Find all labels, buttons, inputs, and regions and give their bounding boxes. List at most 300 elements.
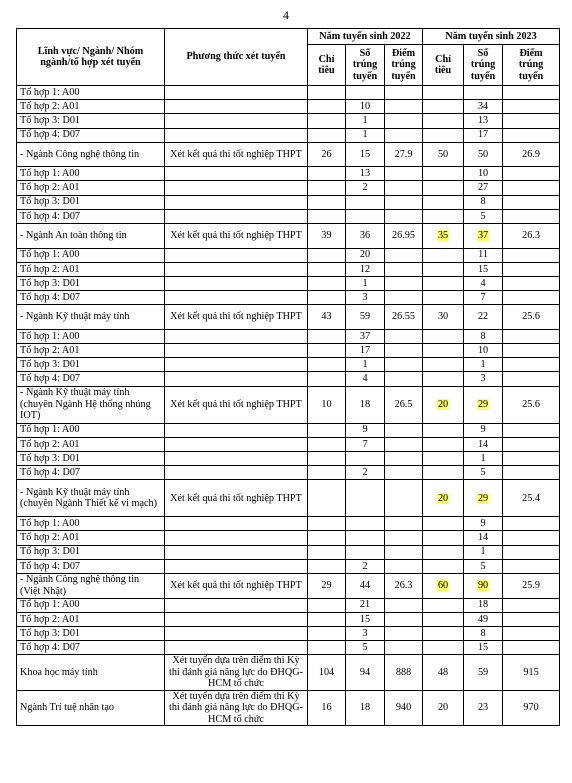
combination-row — [17, 167, 560, 181]
quota-2023: 48 — [437, 666, 449, 678]
major-row — [17, 655, 560, 691]
header-field: Lĩnh vực/ Ngành/ Nhóm ngành/tổ hợp xét tuyển — [17, 29, 165, 86]
admitted-2023: 1 — [480, 358, 486, 370]
admitted-2022-cell — [346, 343, 385, 357]
score-2023-cell — [503, 209, 560, 223]
table-body — [17, 86, 560, 726]
score-2022-cell — [385, 480, 423, 517]
row-method-cell — [165, 423, 308, 437]
major-row — [17, 690, 560, 726]
row-name-cell — [17, 276, 165, 290]
major-row — [17, 386, 560, 423]
quota-2023-cell — [423, 167, 464, 181]
row-name: Tổ hợp 1: A00 — [20, 249, 80, 261]
header-score-2023: Điểm trúng tuyển — [503, 45, 560, 86]
score-2023-cell — [503, 181, 560, 195]
score-2022-cell — [385, 559, 423, 573]
admitted-2023: 8 — [480, 627, 486, 639]
quota-2022: 16 — [321, 702, 332, 714]
row-name: Tổ hợp 2: A01 — [20, 344, 80, 356]
score-2022-cell — [385, 437, 423, 451]
admitted-2023-cell — [464, 626, 503, 640]
admitted-2023-cell — [464, 262, 503, 276]
quota-2023-cell — [423, 386, 464, 423]
quota-2022: 10 — [321, 398, 332, 410]
score-2023: 26.3 — [522, 230, 540, 241]
score-2023-cell — [503, 86, 560, 100]
score-2023-cell — [503, 655, 560, 691]
row-method-cell — [165, 641, 308, 655]
quota-2022-cell — [308, 262, 346, 276]
quota-2023-cell — [423, 329, 464, 343]
quota-2023: 20 — [437, 398, 449, 410]
row-name-cell — [17, 466, 165, 480]
admitted-2022-cell — [346, 598, 385, 612]
admitted-2023-cell — [464, 181, 503, 195]
row-method-cell — [165, 598, 308, 612]
score-2023-cell — [503, 690, 560, 726]
admitted-2022-cell — [346, 167, 385, 181]
row-method-cell — [165, 386, 308, 423]
score-2022-cell — [385, 224, 423, 249]
admitted-2022: 20 — [359, 249, 371, 261]
score-2022-cell — [385, 386, 423, 423]
admitted-2023-cell — [464, 372, 503, 386]
admitted-2022-cell — [346, 451, 385, 465]
score-2022-cell — [385, 545, 423, 559]
row-name: Ngành Trí tuệ nhân tạo — [20, 702, 114, 714]
score-2022-cell — [385, 86, 423, 100]
combination-row — [17, 262, 560, 276]
score-2022-cell — [385, 343, 423, 357]
score-2023: 26.9 — [522, 148, 540, 160]
row-name: Tổ hợp 1: A00 — [20, 599, 80, 611]
score-2023-cell — [503, 641, 560, 655]
admitted-2022: 59 — [359, 311, 371, 323]
header-method: Phương thức xét tuyển — [165, 29, 308, 86]
row-method: Xét kết quả thi tốt nghiệp THPT — [170, 230, 302, 241]
row-method-cell — [165, 262, 308, 276]
score-2022-cell — [385, 291, 423, 305]
admitted-2022-cell — [346, 559, 385, 573]
admitted-2022-cell — [346, 655, 385, 691]
admitted-2022: 3 — [362, 627, 368, 639]
score-2022-cell — [385, 128, 423, 142]
row-method-cell — [165, 142, 308, 167]
score-2023-cell — [503, 343, 560, 357]
score-2023-cell — [503, 598, 560, 612]
admitted-2023: 10 — [477, 168, 489, 180]
admitted-2022-cell — [346, 545, 385, 559]
admitted-2022-cell — [346, 291, 385, 305]
row-name: - Ngành Công nghệ thông tin (Việt Nhật) — [20, 574, 140, 597]
score-2023-cell — [503, 545, 560, 559]
score-2022-cell — [385, 574, 423, 599]
admitted-2023-cell — [464, 423, 503, 437]
row-name-cell — [17, 612, 165, 626]
score-2022-cell — [385, 372, 423, 386]
score-2022-cell — [385, 531, 423, 545]
score-2022: 888 — [395, 666, 412, 678]
admitted-2022: 9 — [362, 424, 368, 436]
score-2023: 25.4 — [522, 492, 540, 504]
row-name-cell — [17, 100, 165, 114]
quota-2023: 35 — [437, 230, 449, 241]
header-admitted-2023: Số trúng tuyển — [464, 45, 503, 86]
quota-2023-cell — [423, 142, 464, 167]
admitted-2022: 2 — [362, 560, 368, 572]
admitted-2022: 5 — [362, 641, 368, 653]
score-2023-cell — [503, 531, 560, 545]
row-name: Tổ hợp 4: D07 — [20, 129, 81, 141]
row-name-cell — [17, 598, 165, 612]
row-method-cell — [165, 574, 308, 599]
score-2023-cell — [503, 466, 560, 480]
combination-row — [17, 423, 560, 437]
row-method-cell — [165, 181, 308, 195]
score-2022-cell — [385, 690, 423, 726]
admitted-2023: 23 — [477, 702, 489, 714]
row-name-cell — [17, 142, 165, 167]
row-name-cell — [17, 248, 165, 262]
row-name: Tổ hợp 1: A00 — [20, 86, 80, 98]
row-name-cell — [17, 167, 165, 181]
score-2022-cell — [385, 114, 423, 128]
admitted-2023-cell — [464, 517, 503, 531]
quota-2023-cell — [423, 248, 464, 262]
admitted-2022-cell — [346, 423, 385, 437]
major-row — [17, 480, 560, 517]
admitted-2022: 4 — [362, 373, 368, 385]
score-2022: 27.9 — [394, 148, 413, 160]
score-2022-cell — [385, 100, 423, 114]
admitted-2022-cell — [346, 100, 385, 114]
score-2023-cell — [503, 626, 560, 640]
admitted-2023-cell — [464, 437, 503, 451]
admitted-2023: 3 — [480, 373, 486, 385]
row-name: - Ngành Kỹ thuật máy tính (chuyên Ngành Thiết kế vi mạch) — [20, 486, 158, 510]
admitted-2023: 22 — [477, 311, 489, 323]
admitted-2022-cell — [346, 574, 385, 599]
row-name: - Ngành Công nghệ thông tin — [20, 148, 140, 160]
row-name: Tổ hợp 1: A00 — [20, 424, 80, 436]
combination-row — [17, 559, 560, 573]
admitted-2023-cell — [464, 209, 503, 223]
row-name: Tổ hợp 2: A01 — [20, 613, 80, 625]
admitted-2022: 15 — [359, 613, 371, 625]
admitted-2023: 8 — [480, 330, 486, 342]
score-2023-cell — [503, 329, 560, 343]
admitted-2022: 7 — [362, 438, 368, 450]
quota-2023-cell — [423, 291, 464, 305]
combination-row — [17, 531, 560, 545]
score-2022: 26.95 — [392, 230, 415, 241]
row-name: Tổ hợp 1: A00 — [20, 330, 80, 342]
row-name: Khoa học máy tính — [20, 666, 98, 678]
major-row — [17, 574, 560, 599]
row-name: Tổ hợp 4: D07 — [20, 466, 81, 478]
admitted-2022-cell — [346, 114, 385, 128]
quota-2022-cell — [308, 248, 346, 262]
score-2023-cell — [503, 612, 560, 626]
row-name: - Ngành Kỹ thuật máy tính — [20, 311, 130, 323]
row-method-cell — [165, 437, 308, 451]
admitted-2023-cell — [464, 128, 503, 142]
row-name-cell — [17, 358, 165, 372]
admitted-2023-cell — [464, 167, 503, 181]
quota-2022-cell — [308, 224, 346, 249]
admitted-2023: 37 — [477, 230, 489, 241]
quota-2022-cell — [308, 329, 346, 343]
row-name: Tổ hợp 3: D01 — [20, 277, 81, 289]
admitted-2023-cell — [464, 480, 503, 517]
admitted-2022-cell — [346, 386, 385, 423]
score-2022-cell — [385, 451, 423, 465]
admitted-2023: 9 — [480, 518, 486, 530]
row-name: - Ngành Kỹ thuật máy tính (chuyên Ngành Hệ thống nhúng IOT) — [20, 387, 151, 422]
admitted-2022-cell — [346, 626, 385, 640]
header-year-2022: Năm tuyển sinh 2022 — [308, 29, 423, 45]
score-2023-cell — [503, 114, 560, 128]
admitted-2023-cell — [464, 86, 503, 100]
major-row — [17, 305, 560, 330]
admitted-2022-cell — [346, 641, 385, 655]
score-2022-cell — [385, 598, 423, 612]
admitted-2022-cell — [346, 690, 385, 726]
row-name: Tổ hợp 4: D07 — [20, 373, 81, 385]
admitted-2023-cell — [464, 598, 503, 612]
quota-2023-cell — [423, 209, 464, 223]
admitted-2022-cell — [346, 372, 385, 386]
quota-2023-cell — [423, 423, 464, 437]
score-2023: 915 — [523, 666, 539, 678]
score-2023-cell — [503, 437, 560, 451]
score-2022-cell — [385, 167, 423, 181]
score-2023-cell — [503, 358, 560, 372]
admitted-2022: 1 — [362, 358, 368, 370]
admitted-2023: 10 — [477, 344, 489, 356]
quota-2022-cell — [308, 626, 346, 640]
admitted-2022-cell — [346, 305, 385, 330]
row-method: Xét tuyển dựa trên điểm thi Kỳ thi đánh giá năng lực do ĐHQG-HCM tổ chức — [169, 690, 303, 725]
quota-2023: 20 — [437, 702, 449, 714]
quota-2023-cell — [423, 451, 464, 465]
quota-2022-cell — [308, 437, 346, 451]
admitted-2022: 15 — [359, 148, 371, 160]
admitted-2022: 3 — [362, 291, 368, 303]
quota-2022: 29 — [321, 580, 332, 591]
row-name: Tổ hợp 2: A01 — [20, 101, 80, 113]
admitted-2023-cell — [464, 641, 503, 655]
row-method-cell — [165, 167, 308, 181]
quota-2022-cell — [308, 181, 346, 195]
score-2022-cell — [385, 655, 423, 691]
row-method-cell — [165, 612, 308, 626]
admitted-2023-cell — [464, 100, 503, 114]
admitted-2023-cell — [464, 559, 503, 573]
row-method-cell — [165, 451, 308, 465]
admitted-2023: 15 — [477, 263, 489, 275]
quota-2022-cell — [308, 358, 346, 372]
row-name-cell — [17, 291, 165, 305]
admitted-2022-cell — [346, 86, 385, 100]
combination-row — [17, 343, 560, 357]
score-2022-cell — [385, 423, 423, 437]
admitted-2022: 18 — [359, 702, 371, 714]
row-name: - Ngành An toàn thông tin — [20, 230, 127, 241]
quota-2022: 43 — [321, 311, 332, 323]
admitted-2022: 44 — [359, 580, 371, 591]
row-method-cell — [165, 209, 308, 223]
row-name-cell — [17, 114, 165, 128]
admitted-2023: 5 — [480, 560, 486, 572]
admitted-2022-cell — [346, 466, 385, 480]
combination-row — [17, 612, 560, 626]
quota-2022-cell — [308, 167, 346, 181]
quota-2022-cell — [308, 305, 346, 330]
admitted-2023-cell — [464, 343, 503, 357]
score-2023-cell — [503, 167, 560, 181]
score-2023: 25.9 — [522, 580, 540, 591]
score-2022-cell — [385, 517, 423, 531]
quota-2023: 20 — [437, 492, 449, 504]
header-quota-2022: Chỉ tiêu — [308, 45, 346, 86]
admitted-2023: 13 — [477, 115, 489, 127]
admitted-2023: 7 — [480, 291, 486, 303]
row-name-cell — [17, 545, 165, 559]
quota-2023-cell — [423, 517, 464, 531]
admitted-2023-cell — [464, 142, 503, 167]
score-2023-cell — [503, 262, 560, 276]
row-method-cell — [165, 276, 308, 290]
admitted-2023: 5 — [480, 466, 486, 478]
row-method-cell — [165, 690, 308, 726]
admitted-2022: 94 — [359, 666, 371, 678]
quota-2022-cell — [308, 574, 346, 599]
quota-2022-cell — [308, 531, 346, 545]
admitted-2023-cell — [464, 291, 503, 305]
quota-2023-cell — [423, 598, 464, 612]
admitted-2022-cell — [346, 612, 385, 626]
combination-row — [17, 209, 560, 223]
combination-row — [17, 276, 560, 290]
row-method-cell — [165, 100, 308, 114]
admitted-2022-cell — [346, 142, 385, 167]
row-name-cell — [17, 559, 165, 573]
admitted-2023-cell — [464, 358, 503, 372]
score-2023-cell — [503, 248, 560, 262]
admitted-2022-cell — [346, 480, 385, 517]
row-name: Tổ hợp 3: D01 — [20, 358, 81, 370]
admitted-2022-cell — [346, 262, 385, 276]
row-name-cell — [17, 451, 165, 465]
quota-2022-cell — [308, 276, 346, 290]
admitted-2023: 14 — [477, 438, 489, 450]
quota-2022-cell — [308, 114, 346, 128]
score-2023-cell — [503, 480, 560, 517]
score-2022-cell — [385, 181, 423, 195]
header-score-2022: Điểm trúng tuyển — [385, 45, 423, 86]
score-2022: 26.5 — [394, 398, 413, 410]
row-method-cell — [165, 195, 308, 209]
row-method-cell — [165, 114, 308, 128]
score-2022-cell — [385, 626, 423, 640]
row-method: Xét kết quả thi tốt nghiệp THPT — [170, 311, 302, 323]
combination-row — [17, 86, 560, 100]
combination-row — [17, 517, 560, 531]
admitted-2022: 2 — [362, 182, 368, 194]
score-2022-cell — [385, 195, 423, 209]
quota-2023-cell — [423, 195, 464, 209]
quota-2023: 50 — [437, 148, 449, 160]
quota-2023-cell — [423, 114, 464, 128]
row-method-cell — [165, 329, 308, 343]
score-2023: 970 — [523, 702, 539, 714]
row-name-cell — [17, 641, 165, 655]
row-method-cell — [165, 128, 308, 142]
admitted-2023: 9 — [480, 424, 486, 436]
score-2022-cell — [385, 142, 423, 167]
row-name-cell — [17, 329, 165, 343]
admitted-2022: 1 — [362, 277, 368, 289]
quota-2023-cell — [423, 128, 464, 142]
score-2022: 26.3 — [394, 580, 413, 591]
row-method-cell — [165, 305, 308, 330]
row-name-cell — [17, 655, 165, 691]
row-name-cell — [17, 343, 165, 357]
quota-2023-cell — [423, 437, 464, 451]
quota-2023-cell — [423, 372, 464, 386]
admitted-2023: 15 — [477, 641, 489, 653]
combination-row — [17, 195, 560, 209]
row-name-cell — [17, 181, 165, 195]
quota-2023-cell — [423, 305, 464, 330]
admitted-2023-cell — [464, 612, 503, 626]
score-2023-cell — [503, 224, 560, 249]
row-method: Xét tuyển dựa trên điểm thi Kỳ thi đánh giá năng lực do ĐHQG-HCM tổ chức — [169, 655, 303, 690]
quota-2023-cell — [423, 86, 464, 100]
combination-row — [17, 128, 560, 142]
combination-row — [17, 626, 560, 640]
quota-2023: 60 — [437, 580, 449, 591]
admitted-2022: 1 — [362, 115, 368, 127]
admitted-2022: 13 — [359, 168, 371, 180]
quota-2022-cell — [308, 480, 346, 517]
row-method-cell — [165, 480, 308, 517]
admitted-2023-cell — [464, 305, 503, 330]
combination-row — [17, 181, 560, 195]
admitted-2022-cell — [346, 329, 385, 343]
admitted-2022-cell — [346, 209, 385, 223]
admitted-2022: 17 — [359, 344, 371, 356]
admitted-2023: 18 — [477, 599, 489, 611]
admitted-2023: 5 — [480, 210, 486, 222]
row-method: Xét kết quả thi tốt nghiệp THPT — [170, 580, 302, 591]
admitted-2023: 14 — [477, 532, 489, 544]
quota-2022-cell — [308, 612, 346, 626]
row-name-cell — [17, 209, 165, 223]
row-method-cell — [165, 358, 308, 372]
admitted-2023: 1 — [480, 546, 486, 558]
quota-2022-cell — [308, 343, 346, 357]
row-method-cell — [165, 248, 308, 262]
admitted-2023: 59 — [477, 666, 489, 678]
quota-2022-cell — [308, 545, 346, 559]
score-2023-cell — [503, 305, 560, 330]
row-name: Tổ hợp 1: A00 — [20, 518, 80, 530]
score-2023-cell — [503, 559, 560, 573]
admitted-2023-cell — [464, 386, 503, 423]
